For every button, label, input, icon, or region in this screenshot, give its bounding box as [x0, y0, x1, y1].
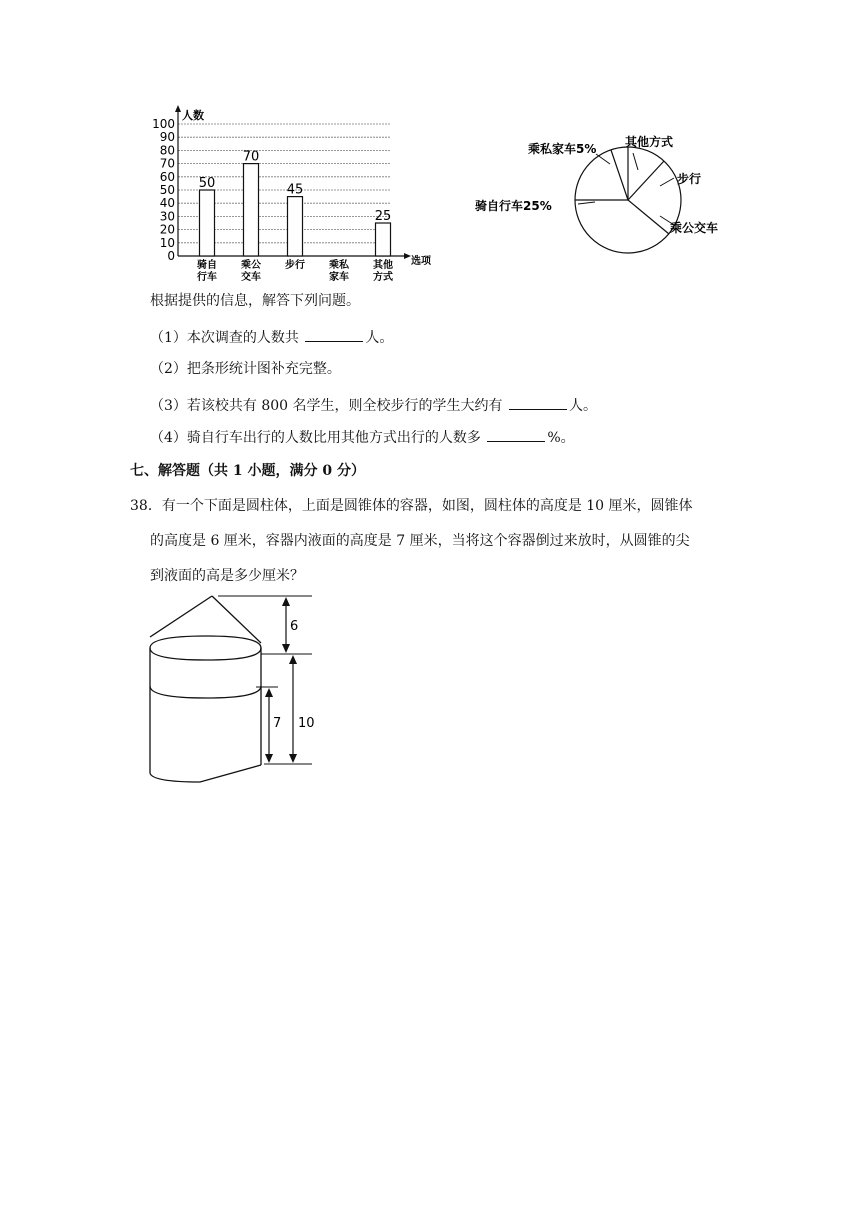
intro-text: 根据提供的信息，解答下列问题。: [150, 293, 360, 309]
answer-blank-1[interactable]: [305, 327, 363, 342]
y-tick-label: 70: [159, 156, 175, 171]
category-label: 步行: [285, 260, 305, 271]
x-axis-arrow: [404, 253, 411, 259]
y-tick-label: 10: [159, 235, 175, 250]
y-tick-label: 20: [159, 222, 175, 237]
bar: [244, 164, 259, 256]
category-label: 方式: [373, 272, 393, 283]
bar-value-label: 50: [198, 176, 216, 191]
answer-blank-4[interactable]: [487, 427, 545, 442]
leader-other: [633, 153, 638, 170]
cone-left-edge: [150, 596, 212, 637]
bar-value-label: 45: [286, 182, 304, 198]
dim-cone-arrow-bottom: [282, 644, 290, 653]
y-tick-labels: [152, 117, 175, 263]
problem-line-2: 的高度是 6 厘米，容器内液面的高度是 7 厘米，当将这个容器倒过来放时，从圆锥的尖: [150, 533, 690, 549]
bar: [200, 190, 215, 256]
y-tick-label: 40: [159, 196, 175, 211]
dim-cone-arrow-top: [282, 597, 290, 606]
category-label: 家车: [329, 272, 349, 283]
question-3: （3）若该校共有 800 名学生，则全校步行的学生大约有 人。: [150, 395, 597, 416]
category-label: 其他: [373, 260, 393, 271]
question-1: （1）本次调查的人数共 人。: [150, 327, 393, 348]
bar: [376, 223, 391, 256]
pie-divider-2: [611, 150, 628, 200]
y-tick-label: 80: [159, 143, 175, 158]
y-tick-label: 60: [159, 169, 175, 184]
pie-divider-3: [628, 161, 664, 200]
dim-cone-label: 6: [290, 619, 299, 634]
pie-chart: [470, 128, 740, 258]
category-labels: [197, 258, 393, 283]
answer-blank-3[interactable]: [509, 395, 567, 410]
bar: [288, 197, 303, 256]
cylinder-bottom: [150, 765, 261, 782]
pie-label-other: 其他方式: [625, 135, 674, 149]
problem-number: 38．: [130, 498, 162, 514]
leader-car: [596, 154, 610, 164]
problem-line-3: 到液面的高是多少厘米？: [150, 568, 304, 584]
bar-value-label: 25: [374, 209, 392, 224]
dim-liquid-arrow-top: [265, 688, 273, 697]
bar-value-label: 70: [242, 149, 260, 165]
question-4: （4）骑自行车出行的人数比用其他方式出行的人数多 %。: [150, 427, 575, 448]
y-tick-label: 0: [167, 249, 175, 263]
category-label: 行车: [197, 272, 217, 283]
cylinder-top-back: [150, 636, 261, 648]
dim-liquid-arrow-bottom: [265, 754, 273, 763]
pie-divider-5: [628, 200, 669, 234]
y-tick-label: 50: [159, 183, 175, 197]
dim-cylinder-label: 10: [298, 716, 315, 731]
category-label: 乘私: [329, 260, 349, 271]
section-title: 七、解答题（共 1 小题，满分 0 分）: [130, 463, 365, 479]
dim-liquid-label: 7: [273, 716, 282, 731]
pie-label-bike: 骑自行车25%: [475, 199, 552, 213]
problem-line-1: 38．有一个下面是圆柱体，上面是圆锥体的容器，如图，圆柱体的高度是 10 厘米，圆锥体: [130, 498, 693, 514]
y-tick-label: 100: [152, 117, 175, 131]
category-label: 骑自: [197, 260, 217, 271]
y-tick-label: 90: [159, 130, 175, 145]
dim-cylinder-arrow-top: [289, 655, 297, 664]
cylinder-top-front: [150, 648, 261, 660]
leader-bike: [578, 202, 595, 204]
x-axis-label: 选项: [411, 256, 431, 267]
y-axis-label: 人数: [182, 109, 204, 122]
bar-chart: [145, 104, 450, 284]
pie-label-bus: 乘公交车: [670, 221, 719, 235]
y-tick-label: 30: [159, 209, 175, 224]
question-2: （2）把条形统计图补充完整。: [150, 361, 341, 377]
y-axis-arrow: [175, 105, 181, 112]
leader-walk: [660, 178, 674, 186]
container-figure: [140, 590, 320, 790]
bars: [200, 164, 391, 256]
pie-label-walk: 步行: [677, 172, 702, 186]
pie-label-car: 乘私家车5%: [528, 142, 597, 156]
dim-cylinder-arrow-bottom: [289, 754, 297, 763]
category-label: 交车: [241, 272, 261, 283]
liquid-surface: [150, 686, 261, 698]
category-label: 乘公: [241, 260, 261, 271]
